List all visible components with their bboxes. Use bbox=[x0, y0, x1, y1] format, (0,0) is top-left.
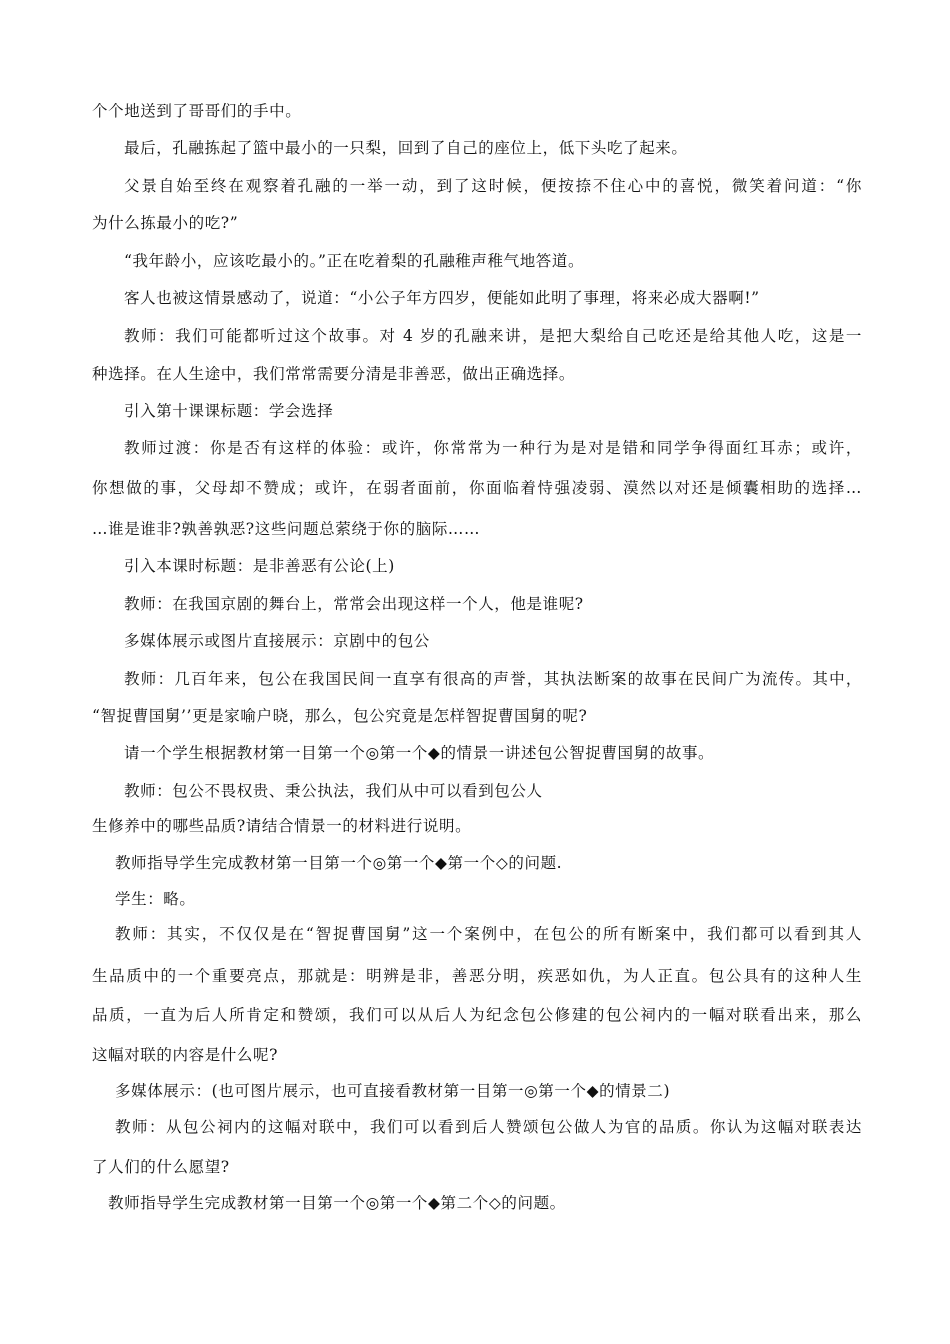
text-line: 教师过渡：你是否有这样的体验：或许，你常常为一种行为是对是错和同学争得面红耳赤；或许， bbox=[124, 439, 862, 457]
text-line: 教师指导学生完成教材第一目第一个◎第一个◆第二个◇的问题。 bbox=[108, 1194, 566, 1212]
text-line: 教师：从包公祠内的这幅对联中，我们可以看到后人赞颂包公做人为官的品质。你认为这幅对联表达 bbox=[115, 1118, 862, 1136]
text-line: 了人们的什么愿望? bbox=[92, 1158, 230, 1176]
text-line: 引入本课时标题：是非善恶有公论(上) bbox=[124, 557, 395, 575]
text-line: 请一个学生根据教材第一目第一个◎第一个◆的情景一讲述包公智捉曹国舅的故事。 bbox=[124, 744, 715, 762]
text-line: 生品质中的一个重要亮点，那就是：明辨是非，善恶分明，疾恶如仇，为人正直。包公具有的这种人生 bbox=[92, 967, 862, 985]
text-line: “智捉曹国舅’’更是家喻户晓，那么，包公究竟是怎样智捉曹国舅的呢? bbox=[92, 707, 588, 725]
text-line: 这幅对联的内容是什么呢? bbox=[92, 1046, 279, 1064]
text-line: 生修养中的哪些品质?请结合情景一的材料进行说明。 bbox=[92, 817, 472, 835]
text-line: 最后，孔融拣起了篮中最小的一只梨，回到了自己的座位上，低下头吃了起来。 bbox=[124, 139, 688, 157]
text-line: 为什么拣最小的吃?” bbox=[92, 214, 239, 232]
text-line: 种选择。在人生途中，我们常常需要分清是非善恶，做出正确选择。 bbox=[92, 365, 576, 383]
text-line: “我年龄小，应该吃最小的。”正在吃着梨的孔融稚声稚气地答道。 bbox=[124, 252, 585, 270]
text-line: 客人也被这情景感动了，说道：“小公子年方四岁，便能如此明了事理，将来必成大器啊!” bbox=[124, 289, 760, 307]
text-line: 多媒体展示或图片直接展示：京剧中的包公 bbox=[124, 632, 430, 650]
text-line: 教师：包公不畏权贵、秉公执法，我们从中可以看到包公人 bbox=[124, 782, 543, 800]
text-line: 多媒体展示：(也可图片展示，也可直接看教材第一目第一◎第一个◆的情景二) bbox=[115, 1082, 671, 1100]
text-line: 教师：在我国京剧的舞台上，常常会出现这样一个人，他是谁呢? bbox=[124, 595, 584, 613]
text-line: 学生：略。 bbox=[115, 890, 196, 908]
text-line: 你想做的事，父母却不赞成；或许，在弱者面前，你面临着恃强凌弱、漠然以对还是倾囊相助的选择… bbox=[92, 479, 862, 497]
text-line: 教师：几百年来，包公在我国民间一直享有很高的声誉，其执法断案的故事在民间广为流传。其中， bbox=[124, 670, 862, 688]
text-line: …谁是谁非?孰善孰恶?这些问题总萦绕于你的脑际…… bbox=[92, 520, 481, 538]
text-line: 父景自始至终在观察着孔融的一举一动，到了这时候，便按捺不住心中的喜悦，微笑着问道：“你 bbox=[124, 177, 862, 195]
text-line: 品质，一直为后人所肯定和赞颂，我们可以从后人为纪念包公修建的包公祠内的一幅对联看出来，那么 bbox=[92, 1006, 862, 1024]
text-line: 教师指导学生完成教材第一目第一个◎第一个◆第一个◇的问题. bbox=[115, 854, 563, 872]
text-line: 教师：其实，不仅仅是在“智捉曹国舅”这一个案例中，在包公的所有断案中，我们都可以看到其人 bbox=[115, 925, 862, 943]
text-line: 个个地送到了哥哥们的手中。 bbox=[92, 102, 302, 120]
text-line: 教师：我们可能都听过这个故事。对 4 岁的孔融来讲，是把大梨给自己吃还是给其他人吃，这是一 bbox=[124, 327, 862, 345]
text-line: 引入第十课课标题：学会选择 bbox=[124, 402, 334, 420]
